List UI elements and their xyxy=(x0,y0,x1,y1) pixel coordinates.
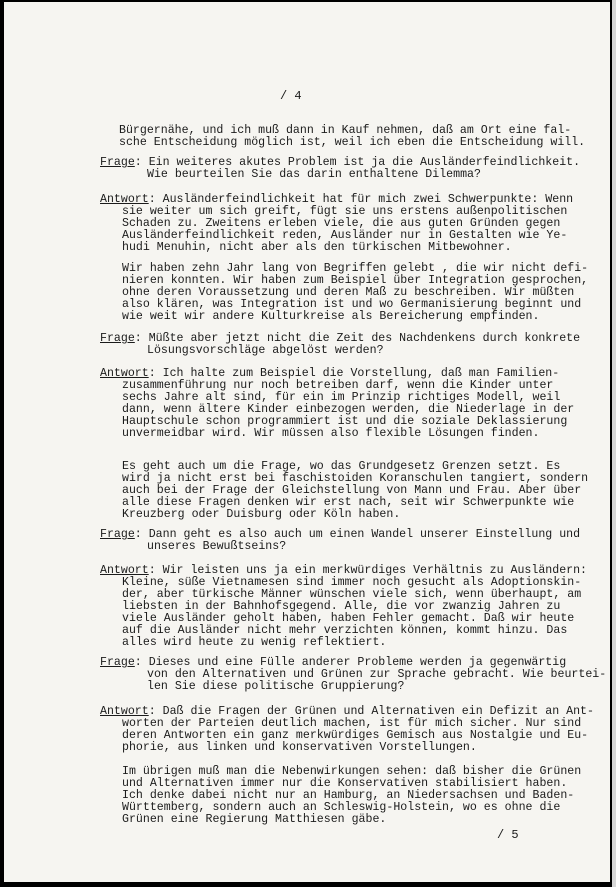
text-line: auf die Ausländer nicht mehr verzichten können, kommt hinzu. Das xyxy=(122,624,568,637)
text-line: : Ein weiteres akutes Problem ist ja die Ausländerfeindlichkeit. xyxy=(134,156,581,169)
text-line: sche Entscheidung möglich ist, weil ich eben die Entscheidung will. xyxy=(119,136,586,149)
text-line: Es geht auch um die Frage, wo das Grundgesetz Grenzen setzt. Es xyxy=(122,460,561,473)
text-line: von den Alternativen und Grünen zur Sprache gebracht. Wie beurtei- xyxy=(147,668,607,681)
text-line: unvermeidbar wird. Wir müssen also flexible Lösungen finden. xyxy=(122,427,540,440)
text-line: liebsten in der Bahnhofsgegend. Alle, die vor zwanzig Jahren zu xyxy=(122,600,561,613)
frage-label: Frage xyxy=(100,528,135,541)
text-line: deren Antworten ein ganz merkwürdiges Gemisch aus Nostalgie und Eu- xyxy=(122,729,589,742)
text-line: Kreuzberg oder Duisburg oder Köln haben. xyxy=(122,508,401,521)
text-line: auch bei der Frage der Gleichstellung von Mann und Frau. Aber über xyxy=(122,484,582,497)
text-line: Schaden zu. Zweitens erleben viele, die aus guten Gründen gegen xyxy=(122,217,561,230)
text-line: : Ich halte zum Beispiel die Vorstellung, daß man Familien- xyxy=(148,367,560,380)
text-line: worten der Parteien deutlich machen, ist für mich sicher. Nur sind xyxy=(122,717,582,730)
document-page xyxy=(4,2,610,882)
text-line: sie weiter um sich greift, fügt sie uns erstens außenpolitischen xyxy=(122,205,568,218)
text-line: Im übrigen muß man die Nebenwirkungen sehen: daß bisher die Grünen xyxy=(122,765,582,778)
text-line: Hauptschule schon programmiert ist und die soziale Deklassierung xyxy=(122,415,568,428)
page-number: / 4 xyxy=(280,89,302,103)
next-page-marker: / 5 xyxy=(497,828,519,842)
text-line: Ich denke dabei nicht nur an Hamburg, an Niedersachsen und Baden- xyxy=(122,789,575,802)
frage-label: Frage xyxy=(100,332,135,345)
text-line: alles wird heute zu wenig reflektiert. xyxy=(122,636,387,649)
text-line: : Ausländerfeindlichkeit hat für mich zwei Schwerpunkte: Wenn xyxy=(148,193,574,206)
text-line: Grünen eine Regierung Matthiesen gäbe. xyxy=(122,813,387,826)
text-line: : Dann geht es also auch um einen Wandel unserer Einstellung und xyxy=(134,528,581,541)
text-line: len Sie diese politische Gruppierung? xyxy=(147,680,405,693)
text-line: Ausländerfeindlichkeit reden, Ausländer nur in Gestalten wie Ye- xyxy=(122,229,568,242)
text-line: dann, wenn ältere Kinder einbezogen werden, die Niederlage in der xyxy=(122,403,575,416)
text-line: Bürgernähe, und ich muß dann in Kauf nehmen, daß am Ort eine fal- xyxy=(119,124,572,137)
scan-edge xyxy=(612,0,616,887)
text-line: und Alternativen immer nur die Konservativen stabilisiert haben. xyxy=(122,777,568,790)
text-line: zusammenführung nur noch betreiben darf, wenn die Kinder unter xyxy=(122,379,554,392)
text-line: ohne deren Voraussetzung und deren Maß zu beschreiben. Wir müßten xyxy=(122,286,575,299)
text-line: : Müßte aber jetzt nicht die Zeit des Nachdenkens durch konkrete xyxy=(134,332,581,345)
text-line: wie weit wir andere Kulturkreise als Bereicherung empfinden. xyxy=(122,310,540,323)
text-line: wird ja nicht erst bei faschistoiden Koranschulen tangiert, sondern xyxy=(122,472,589,485)
text-line: nieren konnten. Wir haben zum Beispiel über Integration gesprochen, xyxy=(122,274,589,287)
frage-label: Frage xyxy=(100,656,135,669)
text-line: Wie beurteilen Sie das darin enthaltene Dilemma? xyxy=(147,168,481,181)
text-line: Wir haben zehn Jahr lang von Begriffen gelebt , die wir nicht defi- xyxy=(122,262,589,275)
frage-label: Frage xyxy=(100,156,135,169)
text-line: : Daß die Fragen der Grünen und Alternativen ein Defizit an Ant- xyxy=(148,705,594,718)
text-line: viele Ausländer geholt haben, haben Fehler gemacht. Daß wir heute xyxy=(122,612,575,625)
text-line: Kleine, süße Vietnamesen sind immer noch gesucht als Adoptionskin- xyxy=(122,576,582,589)
antwort-label: Antwort xyxy=(100,367,149,380)
antwort-label: Antwort xyxy=(100,564,149,577)
text-line: hudi Menuhin, nicht aber als den türkischen Mitbewohner. xyxy=(122,241,512,254)
antwort-label: Antwort xyxy=(100,705,149,718)
text-line: alle diese Fragen denken wir erst nach, seit wir Schwerpunkte wie xyxy=(122,496,575,509)
text-line: : Dieses und eine Fülle anderer Probleme werden ja gegenwärtig xyxy=(134,656,567,669)
text-line: unseres Bewußtseins? xyxy=(147,540,287,553)
text-line: phorie, aus linken und konservativen Vorstellungen. xyxy=(122,741,477,754)
antwort-label: Antwort xyxy=(100,193,149,206)
text-line: der, aber türkische Männer wünschen viele sich, wenn überhaupt, am xyxy=(122,588,582,601)
text-line: Württemberg, sondern auch an Schleswig-Holstein, wo es ohne die xyxy=(122,801,561,814)
text-line: also klären, was Integration ist und wo Germanisierung beginnt und xyxy=(122,298,582,311)
text-line: Lösungsvorschläge abgelöst werden? xyxy=(147,344,384,357)
text-line: : Wir leisten uns ja ein merkwürdiges Verhältnis zu Ausländern: xyxy=(148,564,588,577)
text-line: sechs Jahre alt sind, für ein im Prinzip richtiges Modell, weil xyxy=(122,391,561,404)
